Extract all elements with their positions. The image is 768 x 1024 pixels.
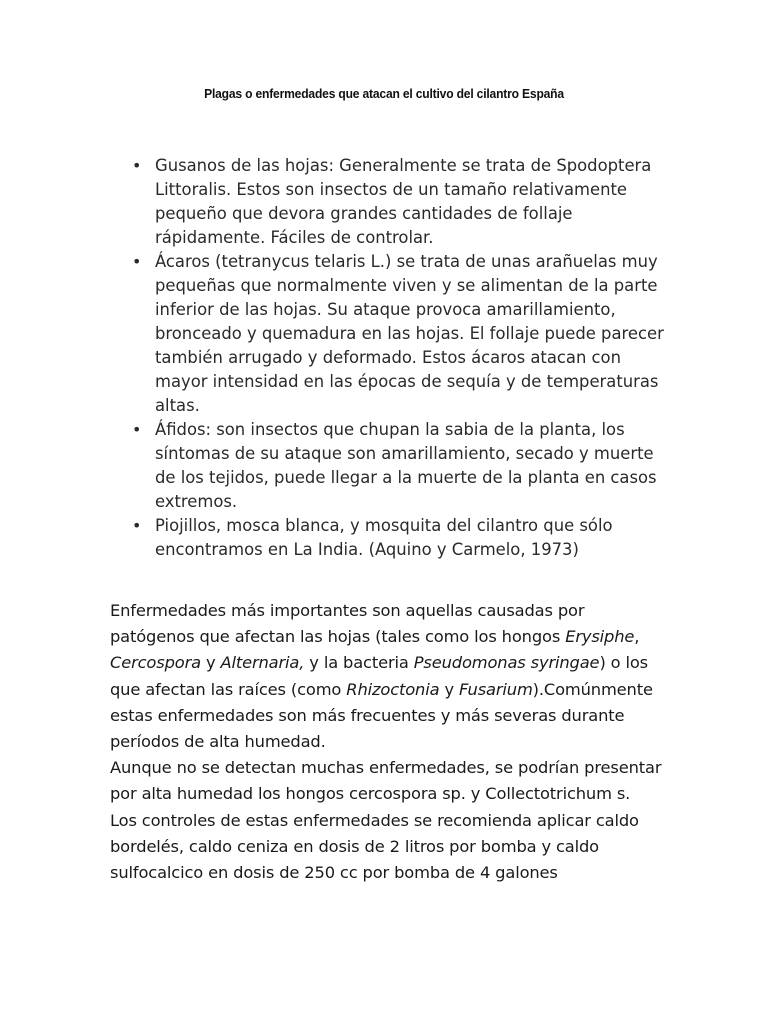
pest-list	[132, 154, 675, 562]
paragraph-text: ,	[634, 627, 640, 647]
controls-paragraph: Los controles de estas enfermedades se recomienda aplicar caldo bordelés, caldo ceniza en dosis de 2 litros por bomba y caldo sulfocalcico en dosis de 250 cc por bomba de 4 galones	[110, 810, 639, 883]
list-item	[132, 154, 675, 250]
paragraph-text: y la bacteria	[304, 653, 414, 673]
list-item-text: Gusanos de las hojas: Generalmente se trata de Spodoptera Littoralis. Estos son insectos de un tamaño relativamente pequeño que devora grandes cantidades de follaje rápidamente. Fáciles de controlar.	[155, 156, 652, 247]
species-name: Rhizoctonia	[346, 679, 440, 699]
species-name: Pseudomonas syringae	[413, 653, 600, 673]
bullet-icon: •	[132, 156, 142, 175]
species-name: Cercospora	[110, 653, 201, 673]
list-item	[132, 250, 675, 418]
species-name: Erysiphe	[565, 627, 635, 647]
list-item	[132, 418, 675, 514]
bullet-icon: •	[132, 516, 142, 535]
list-item-text: Áfidos: son insectos que chupan la sabia de la planta, los síntomas de su ataque son amarillamiento, secado y muerte de los tejidos, puede llegar a la muerte de la planta en casos extremos.	[155, 420, 657, 511]
list-item-text: Piojillos, mosca blanca, y mosquita del cilantro que sólo encontramos en La India. (Aquino y Carmelo, 1973)	[155, 516, 613, 559]
paragraph-text: ).Comúnmente estas enfermedades son más frecuentes y más severas durante períodos de alta humedad.	[110, 679, 653, 752]
list-item	[132, 514, 675, 562]
list-item-text: Ácaros (tetranycus telaris L.) se trata de unas arañuelas muy pequeñas que normalmente viven y se alimentan de la parte inferior de las hojas. Su ataque provoca amarillamiento, bronceado y quemadura en las hojas. El follaje puede parecer también arrugado y deformado. Estos ácaros atacan con mayor intensidad en las épocas de sequía y de temperaturas altas.	[155, 252, 664, 415]
humidity-paragraph: Aunque no se detectan muchas enfermedades, se podrían presentar por alta humedad los hongos cercospora sp. y Collectotrichum s.	[110, 758, 662, 804]
species-name: Fusarium	[458, 679, 533, 699]
paragraph-text: y	[439, 679, 459, 699]
paragraph-text: ) o los que afectan las raíces (como	[110, 653, 649, 699]
bullet-icon: •	[132, 420, 142, 439]
document-title: Plagas o enfermedades que atacan el cultivo del cilantro España	[204, 86, 564, 101]
bullet-icon: •	[132, 252, 142, 271]
paragraph-text: y	[200, 653, 221, 673]
body-text	[110, 598, 670, 886]
diseases-paragraph	[110, 598, 670, 755]
paragraph-text: Enfermedades más importantes son aquellas causadas por patógenos que afectan las hojas (tales como los hongos	[110, 601, 585, 647]
species-name: Alternaria,	[220, 653, 305, 673]
